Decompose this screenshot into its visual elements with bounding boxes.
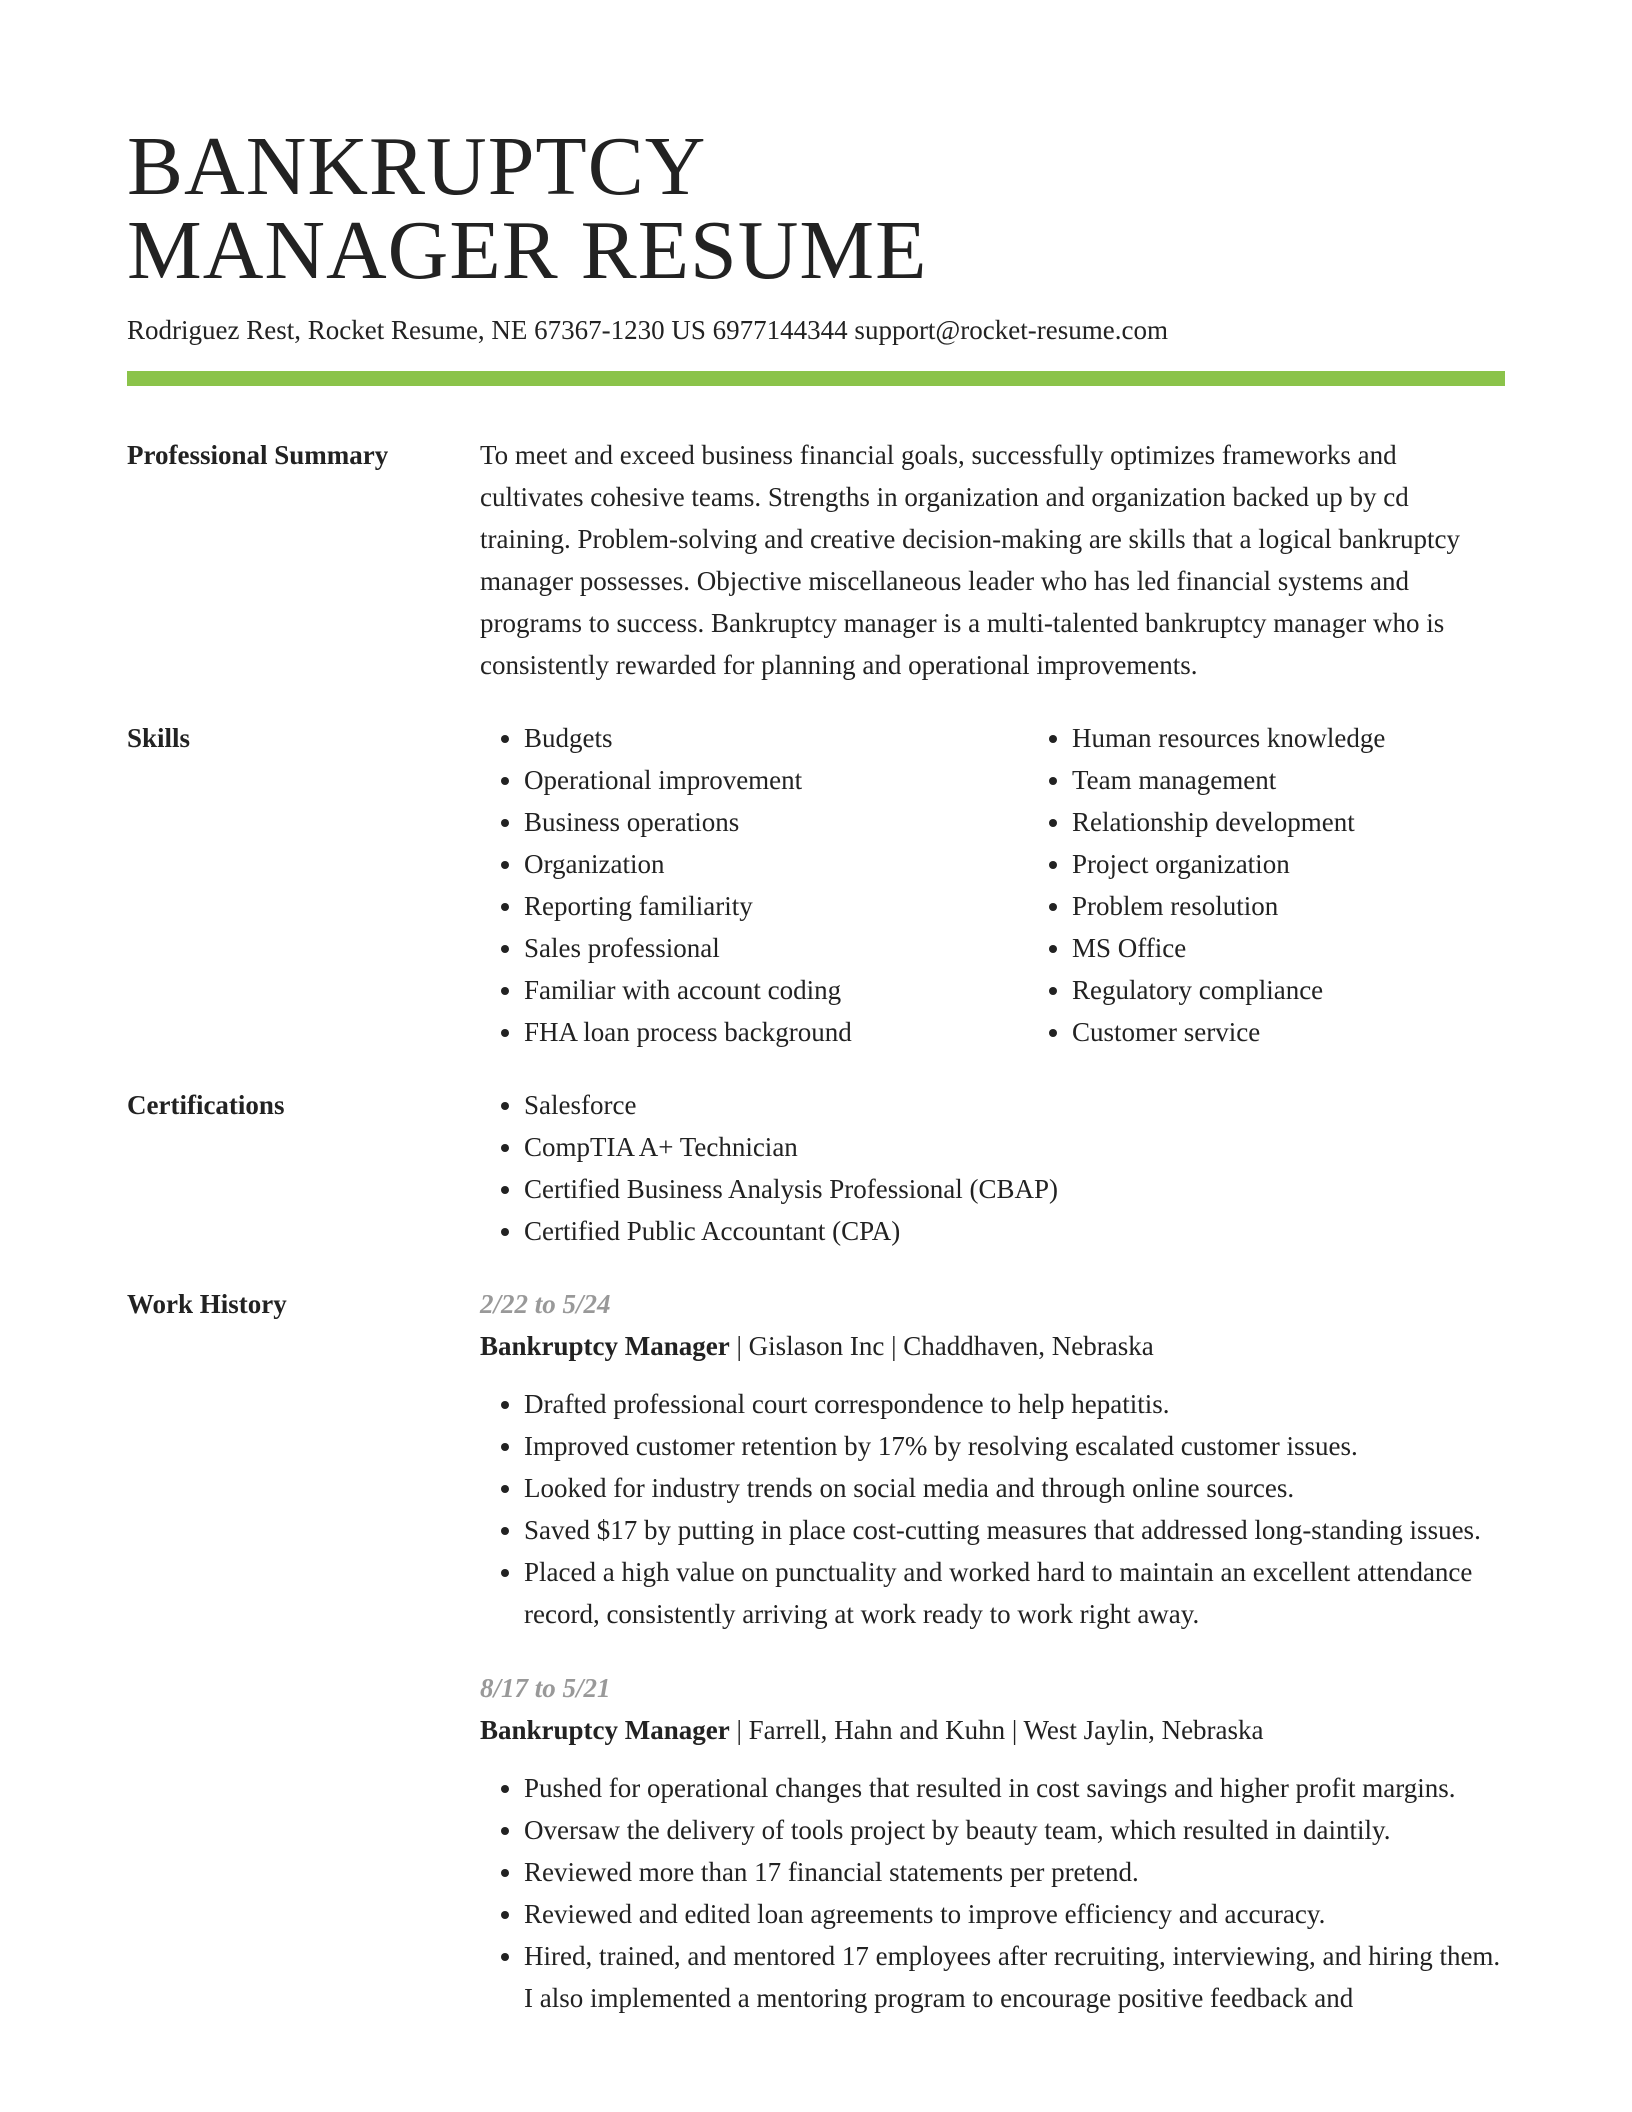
skill-item: • Project organization xyxy=(1072,843,1576,885)
skills-column-1 xyxy=(480,717,1028,1053)
certification-item: • Certified Public Accountant (CPA) xyxy=(524,1210,1505,1252)
job-bullet: • Oversaw the delivery of tools project by beauty team, which resulted in daintily. xyxy=(524,1809,1505,1851)
certification-item: • Salesforce xyxy=(524,1084,1505,1126)
job-entry xyxy=(480,1667,1505,2019)
job-entry xyxy=(480,1283,1505,1635)
skill-item: • Sales professional xyxy=(524,927,1028,969)
skill-item: • Regulatory compliance xyxy=(1072,969,1576,1011)
resume-title xyxy=(127,120,1505,297)
work-history-label: Work History xyxy=(127,1289,287,1319)
skill-item: • Team management xyxy=(1072,759,1576,801)
certifications-section xyxy=(127,1084,1505,1252)
work-history-section xyxy=(127,1283,1505,2019)
skill-item: • Operational improvement xyxy=(524,759,1028,801)
skill-item: • MS Office xyxy=(1072,927,1576,969)
job-bullet: • Placed a high value on punctuality and worked hard to maintain an excellent attendance record, consistently arriving at work ready to work right away. xyxy=(524,1551,1505,1635)
job-bullet: • Looked for industry trends on social media and through online sources. xyxy=(524,1467,1505,1509)
summary-section xyxy=(127,434,1505,686)
skill-item: • Budgets xyxy=(524,717,1028,759)
job-bullet: • Reviewed more than 17 financial statements per pretend. xyxy=(524,1851,1505,1893)
job-bullet: • Drafted professional court correspondence to help hepatitis. xyxy=(524,1383,1505,1425)
certification-item: • CompTIA A+ Technician xyxy=(524,1126,1505,1168)
job-title: Bankruptcy Manager xyxy=(480,1715,730,1745)
skills-column-2 xyxy=(1028,717,1576,1053)
job-bullets xyxy=(480,1767,1505,2019)
job-bullet: • Saved $17 by putting in place cost-cutting measures that addressed long-standing issues. xyxy=(524,1509,1505,1551)
skills-section xyxy=(127,717,1505,1053)
summary-text: To meet and exceed business financial goals, successfully optimizes frameworks and cultivates cohesive teams. Strengths in organization and organization backed up by cd training. Problem-solving and creative decision-making are skills that a logical bankruptcy manager possesses. Objective miscellaneous leader who has led financial systems and programs to success. Bankruptcy manager is a multi-talented bankruptcy manager who is consistently rewarded for planning and operational improvements. xyxy=(480,440,1460,680)
resume-sections xyxy=(127,434,1505,2019)
job-bullet: • Improved customer retention by 17% by resolving escalated customer issues. xyxy=(524,1425,1505,1467)
skill-item: • Reporting familiarity xyxy=(524,885,1028,927)
skill-item: • Organization xyxy=(524,843,1028,885)
contact-line: Rodriguez Rest, Rocket Resume, NE 67367-1230 US 6977144344 support@rocket-resume.com xyxy=(127,315,1168,345)
job-bullet: • Pushed for operational changes that resulted in cost savings and higher profit margins. xyxy=(524,1767,1505,1809)
title-line-2: MANAGER RESUME xyxy=(127,204,928,297)
skills-label: Skills xyxy=(127,723,191,753)
certifications-label: Certifications xyxy=(127,1090,285,1120)
resume-header xyxy=(127,120,1505,347)
certifications-list xyxy=(480,1084,1505,1252)
job-heading xyxy=(480,1325,1505,1367)
skill-item: • Problem resolution xyxy=(1072,885,1576,927)
skill-item: • FHA loan process background xyxy=(524,1011,1028,1053)
summary-label: Professional Summary xyxy=(127,440,389,470)
title-line-1: BANKRUPTCY xyxy=(127,120,707,213)
job-dates: 2/22 to 5/24 xyxy=(480,1289,611,1319)
job-dates: 8/17 to 5/21 xyxy=(480,1673,611,1703)
skill-item: • Relationship development xyxy=(1072,801,1576,843)
skill-item: • Familiar with account coding xyxy=(524,969,1028,1011)
skill-item: • Business operations xyxy=(524,801,1028,843)
job-bullets xyxy=(480,1383,1505,1635)
skill-item: • Customer service xyxy=(1072,1011,1576,1053)
job-bullet: • Hired, trained, and mentored 17 employees after recruiting, interviewing, and hiring them. I also implemented a mentoring program to encourage positive feedback and xyxy=(524,1935,1505,2019)
skill-item: • Human resources knowledge xyxy=(1072,717,1576,759)
certification-item: • Certified Business Analysis Professional (CBAP) xyxy=(524,1168,1505,1210)
job-employer-location: | Farrell, Hahn and Kuhn | West Jaylin, Nebraska xyxy=(729,1715,1264,1745)
job-heading xyxy=(480,1709,1505,1751)
accent-divider xyxy=(127,371,1505,386)
job-employer-location: | Gislason Inc | Chaddhaven, Nebraska xyxy=(729,1331,1154,1361)
job-bullet: • Reviewed and edited loan agreements to improve efficiency and accuracy. xyxy=(524,1893,1505,1935)
job-title: Bankruptcy Manager xyxy=(480,1331,730,1361)
